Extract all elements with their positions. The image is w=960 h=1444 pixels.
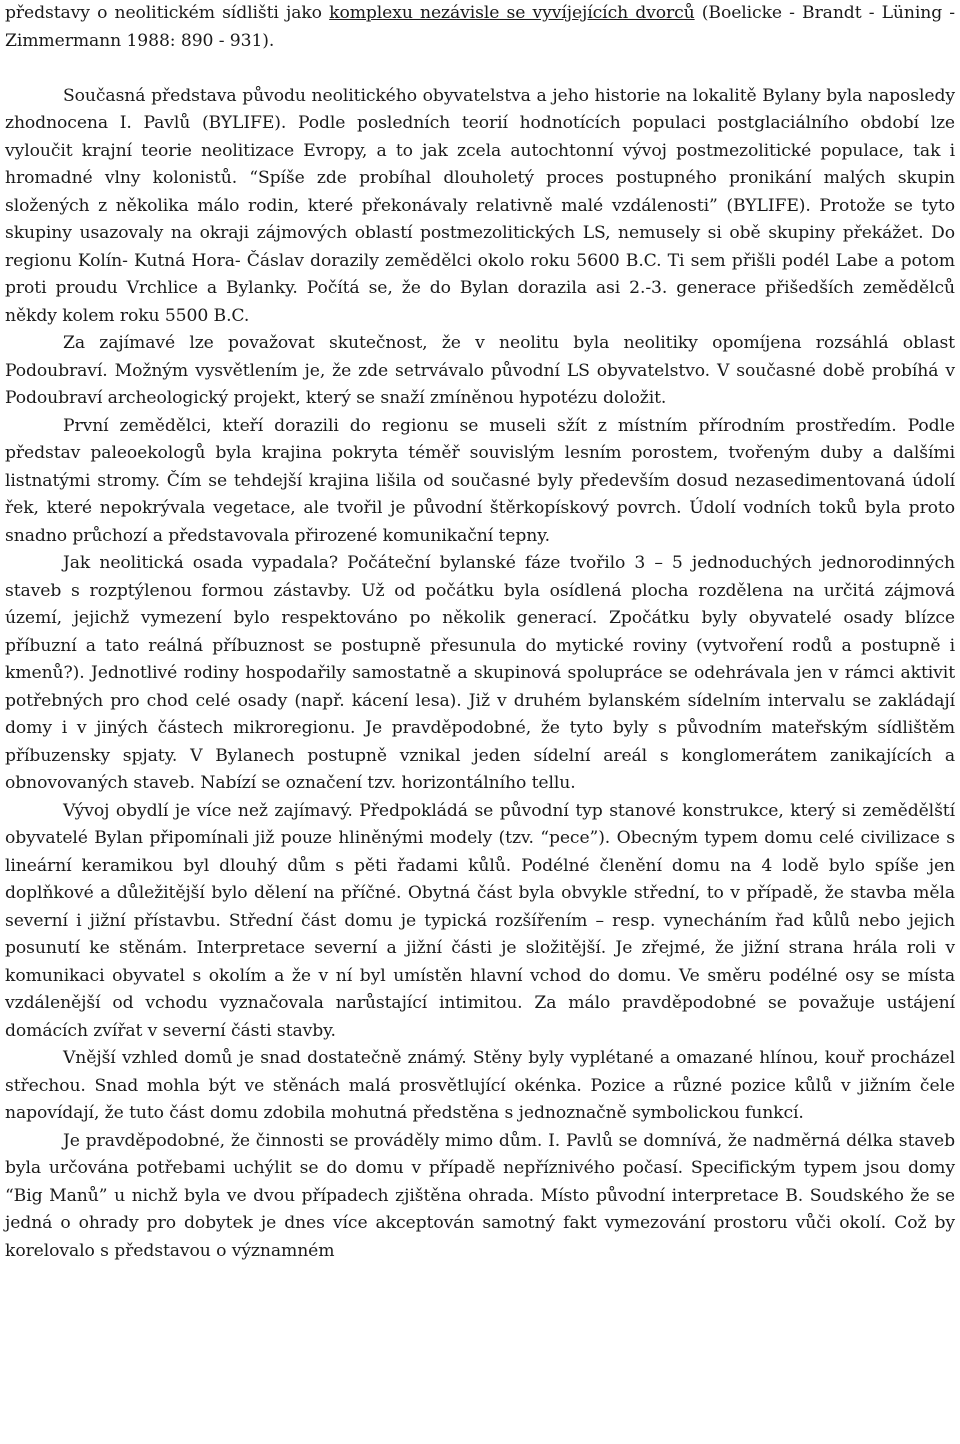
paragraph-8-text: Je pravděpodobné, že činnosti se prováděly mimo dům. I. Pavlů se domnívá, že nadměrná délka staveb byla určována potřebami uchýlit se do domu v případě nepříznivého počasí. Specifickým typem jsou domy “Big Manů” u nichž byla ve dvou případech zjištěna ohrada. Místo původní interpretace B. Soudského že se jedná o ohrady pro dobytek je dnes více akceptován samotný fakt vymezování prostoru vůči okolí. Což by korelovalo s představou o významném bbox=[5, 1130, 955, 1261]
paragraph-1-text-b: (Boelicke - Brandt - Lüning - Zimmermann 1988: 890 - 931). bbox=[5, 3, 955, 51]
paragraph-2-text: Současná představa původu neolitického obyvatelstva a jeho historie na lokalitě Bylany byla naposledy zhodnocena I. Pavlů (BYLIFE). Podle posledních teorií hodnotících populaci postglaciálního období lze vyloučit krajní teorie neolitizace Evropy, a to jak zcela autochtonní vývoj postmezolitické populace, tak i hromadné vlny kolonistů. “Spíše zde probíhal dlouholetý proces postupného pronikání malých skupin složených z několika málo rodin, které překonávaly relativně malé vzdálenosti” (BYLIFE). Protože se tyto skupiny usazovaly na okraji zájmových oblastí postmezolitických LS, nemusely si obě skupiny překážet. Do regionu Kolín- Kutná Hora- Čáslav dorazily zemědělci okolo roku 5600 B.C. Ti sem přišli podél Labe a potom proti proudu Vrchlice a Bylanky. Počítá se, že do Bylan dorazila asi 2.-3. generace přišedších zemědělců někdy kolem roku 5500 B.C. bbox=[5, 85, 955, 326]
paragraph-3-text: Za zajímavé lze považovat skutečnost, že v neolitu byla neolitiky opomíjena rozsáhlá oblast Podoubraví. Možným vysvětlením je, že zde setrvávalo původní LS obyvatelstvo. V současné době probíhá v Podoubraví archeologický projekt, který se snaží zmíněnou hypotézu doložit. bbox=[5, 333, 955, 408]
paragraph-6-text: Vývoj obydlí je více než zajímavý. Předpokládá se původní typ stanové konstrukce, který si zemědělští obyvatelé Bylan připomínali již pouze hliněnými modely (tzv. “pece”). Obecným typem domu celé civilizace s lineární keramikou byl dlouhý dům s pěti řadami kůlů. Podélné členění domu na 4 lodě bylo spíše jen doplňkové a důležitější bylo dělení na příčné. Obytná část byla obvykle střední, to v případě, že stavba měla severní i jižní přístavbu. Střední část domu je typická rozšířením – resp. vynecháním řad kůlů nebo jejich posunutí ke stěnám. Interpretace severní a jižní části je složitější. Je zřejmé, že jižní strana hrála roli v komunikaci obyvatel s okolím a že v ní byl umístěn hlavní vchod do domu. Ve směru podélné osy se místa vzdálenější od vchodu vyznačovala narůstající intimitou. Za málo pravděpodobné se považuje ustájení domácích zvířat v severní části stavby. bbox=[5, 800, 955, 1041]
paragraph-4-text: První zemědělci, kteří dorazili do regionu se museli sžít z místním přírodním prostředím. Podle představ paleoekologů byla krajina pokryta téměř souvislým lesním porostem, tvořeným duby a dalšími listnatými stromy. Čím se tehdejší krajina lišila od současné byly především dosud nezasedimentovaná údolí řek, které nepokrývala vegetace, ale tvořil je původní štěrkopískový povrch. Údolí vodních toků byla proto snadno průchozí a představovala přirozené komunikační tepny. bbox=[5, 415, 955, 546]
paragraph-2 bbox=[5, 83, 955, 331]
paragraph-6 bbox=[5, 798, 955, 1046]
paragraph-3 bbox=[5, 330, 955, 413]
paragraph-1 bbox=[5, 0, 955, 55]
underlined-phrase: komplexu nezávisle se vyvíjejících dvorců bbox=[329, 3, 695, 23]
paragraph-5 bbox=[5, 550, 955, 798]
paragraph-7-text: Vnější vzhled domů je snad dostatečně známý. Stěny byly vyplétané a omazané hlínou, kouř procházel střechou. Snad mohla být ve stěnách malá prosvětlující okénka. Pozice a různé pozice kůlů v jižním čele napovídají, že tuto část domu zdobila mohutná předstěna s jednoznačně symbolickou funkcí. bbox=[5, 1048, 955, 1123]
paragraph-7 bbox=[5, 1045, 955, 1128]
document-page bbox=[5, 0, 955, 1265]
paragraph-5-text: Jak neolitická osada vypadala? Počáteční bylanské fáze tvořilo 3 – 5 jednoduchých jednorodinných staveb s rozptýlenou formou zástavby. Už od počátku byla osídlená plocha rozdělena na určitá zájmová území, jejichž vymezení bylo respektováno po několik generací. Zpočátku byly obyvatelé osady blízce příbuzní a tato reálná příbuznost se postupně přesunula do mytické roviny (vytvoření rodů a postupně i kmenů?). Jednotlivé rodiny hospodařily samostatně a skupinová spolupráce se odehrávala jen v rámci aktivit potřebných pro chod celé osady (např. kácení lesa). Již v druhém bylanském sídelním intervalu se zakládají domy i v jiných částech mikroregionu. Je pravděpodobné, že tyto byly s původním mateřským sídlištěm příbuzensky spjaty. V Bylanech postupně vznikal jeden sídelní areál s konglomerátem zanikajících a obnovovaných staveb. Nabízí se označení tzv. horizontálního tellu. bbox=[5, 553, 955, 793]
paragraph-8 bbox=[5, 1128, 955, 1266]
paragraph-4 bbox=[5, 413, 955, 551]
paragraph-1-text-a: představy o neolitickém sídlišti jako bbox=[5, 3, 330, 23]
